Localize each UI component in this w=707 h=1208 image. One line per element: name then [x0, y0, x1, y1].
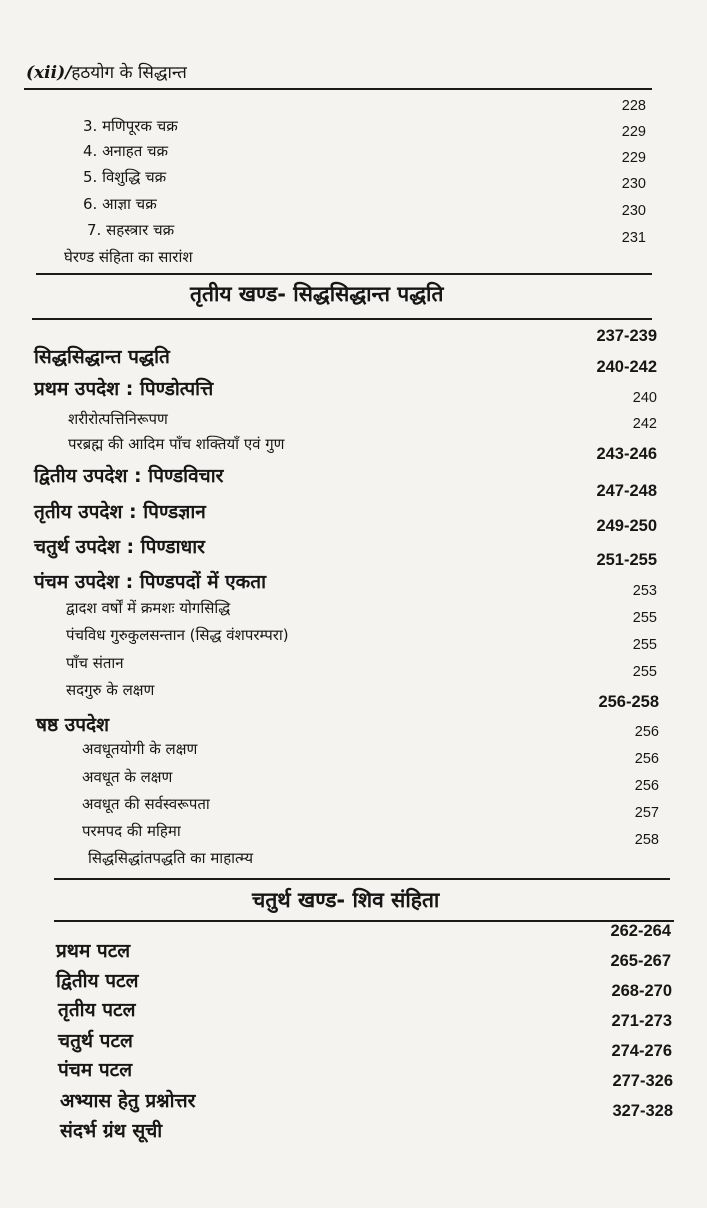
toc-entry-label: परब्रह्म की आदिम पाँच शक्तियाँ एवं गुण — [68, 435, 285, 453]
toc-entry-page: 230 — [621, 176, 646, 192]
toc-entry-label: पाँच संतान — [66, 654, 124, 672]
section-rule-bottom — [32, 318, 652, 320]
toc-entry-label: द्वादश वर्षों में क्रमशः योगसिद्धि — [66, 599, 231, 617]
toc-entry-page: 262-264 — [610, 922, 671, 940]
toc-entry-page: 243-246 — [596, 445, 657, 463]
toc-entry-label: पंचविध गुरुकुलसन्तान (सिद्ध वंशपरम्परा) — [66, 626, 289, 644]
toc-entry-page: 271-273 — [611, 1012, 672, 1030]
section-rule-top — [54, 878, 670, 880]
toc-entry-page: 229 — [621, 124, 646, 140]
toc-entry-label: सदगुरु के लक्षण — [66, 681, 155, 699]
toc-entry-label: संदर्भ ग्रंथ सूची — [60, 1120, 163, 1142]
toc-entry-page: 255 — [632, 637, 657, 653]
toc-entry-label: सिद्धसिद्धांतपद्धति का माहात्म्य — [88, 849, 254, 867]
toc-entry-page: 256 — [634, 778, 659, 794]
toc-entry-label: पंचम पटल — [58, 1059, 133, 1081]
toc-entry-page: 240-242 — [596, 358, 657, 376]
toc-entry-page: 257 — [634, 805, 659, 821]
toc-entry-label: 5. विशुद्धि चक्र — [83, 168, 167, 186]
toc-entry-label: 3. मणिपूरक चक्र — [83, 117, 178, 135]
toc-entry-page: 274-276 — [611, 1042, 672, 1060]
toc-entry-page: 230 — [621, 203, 646, 219]
toc-entry-label: तृतीय उपदेश : पिण्डज्ञान — [34, 501, 206, 523]
toc-entry-label: घेरण्ड संहिता का सारांश — [64, 248, 193, 266]
running-header — [26, 60, 187, 83]
toc-entry-label: अवधूतयोगी के लक्षण — [82, 740, 198, 758]
section-rule-top — [36, 273, 652, 275]
toc-entry-page: 240 — [632, 390, 657, 406]
toc-entry-label: पंचम उपदेश : पिण्डपदों में एकता — [34, 571, 267, 593]
toc-entry-label: प्रथम उपदेश : पिण्डोत्पत्ति — [34, 378, 214, 400]
header-rule — [24, 88, 652, 90]
toc-entry-page: 247-248 — [596, 482, 657, 500]
toc-entry-page: 327-328 — [612, 1102, 673, 1120]
toc-entry-page: 268-270 — [611, 982, 672, 1000]
toc-entry-page: 265-267 — [610, 952, 671, 970]
toc-entry-label: 7. सहस्त्रार चक्र — [87, 221, 175, 239]
toc-entry-label: चतुर्थ उपदेश : पिण्डाधार — [34, 536, 205, 558]
toc-entry-label: अभ्यास हेतु प्रश्नोत्तर — [60, 1090, 196, 1112]
section-rule-bottom — [54, 920, 674, 922]
toc-entry-page: 229 — [621, 150, 646, 166]
toc-entry-label: 4. अनाहत चक्र — [83, 142, 169, 160]
toc-entry-label: द्वितीय उपदेश : पिण्डविचार — [34, 465, 224, 487]
toc-entry-label: तृतीय पटल — [58, 999, 136, 1021]
toc-entry-page: 256 — [634, 724, 659, 740]
toc-entry-label: शरीरोत्पत्तिनिरूपण — [68, 410, 168, 428]
toc-entry-page: 256-258 — [598, 693, 659, 711]
toc-entry-page: 256 — [634, 751, 659, 767]
toc-entry-label: षष्ठ उपदेश — [36, 714, 110, 736]
toc-entry-label: अवधूत के लक्षण — [82, 768, 173, 786]
toc-entry-label: 6. आज्ञा चक्र — [83, 195, 157, 213]
toc-entry-page: 277-326 — [612, 1072, 673, 1090]
toc-entry-page: 255 — [632, 664, 657, 680]
toc-entry-page: 251-255 — [596, 551, 657, 569]
header-book-title: हठयोग के सिद्धान्त — [71, 63, 187, 83]
toc-entry-page: 258 — [634, 832, 659, 848]
section-title: चतुर्थ खण्ड- शिव संहिता — [252, 888, 440, 912]
toc-entry-label: द्वितीय पटल — [56, 970, 139, 992]
toc-entry-page: 228 — [621, 98, 646, 114]
toc-entry-page: 255 — [632, 610, 657, 626]
section-title: तृतीय खण्ड- सिद्धसिद्धान्त पद्धति — [190, 282, 444, 306]
toc-entry-label: अवधूत की सर्वस्वरूपता — [82, 795, 210, 813]
header-page-number: (xii)/ — [26, 63, 72, 83]
toc-entry-label: चतुर्थ पटल — [58, 1030, 133, 1052]
toc-entry-label: सिद्धसिद्धान्त पद्धति — [34, 346, 170, 368]
toc-entry-label: प्रथम पटल — [56, 940, 131, 962]
toc-entry-label: परमपद की महिमा — [82, 822, 181, 840]
toc-entry-page: 253 — [632, 583, 657, 599]
toc-entry-page: 242 — [632, 416, 657, 432]
toc-entry-page: 237-239 — [596, 327, 657, 345]
toc-entry-page: 231 — [621, 230, 646, 246]
toc-entry-page: 249-250 — [596, 517, 657, 535]
